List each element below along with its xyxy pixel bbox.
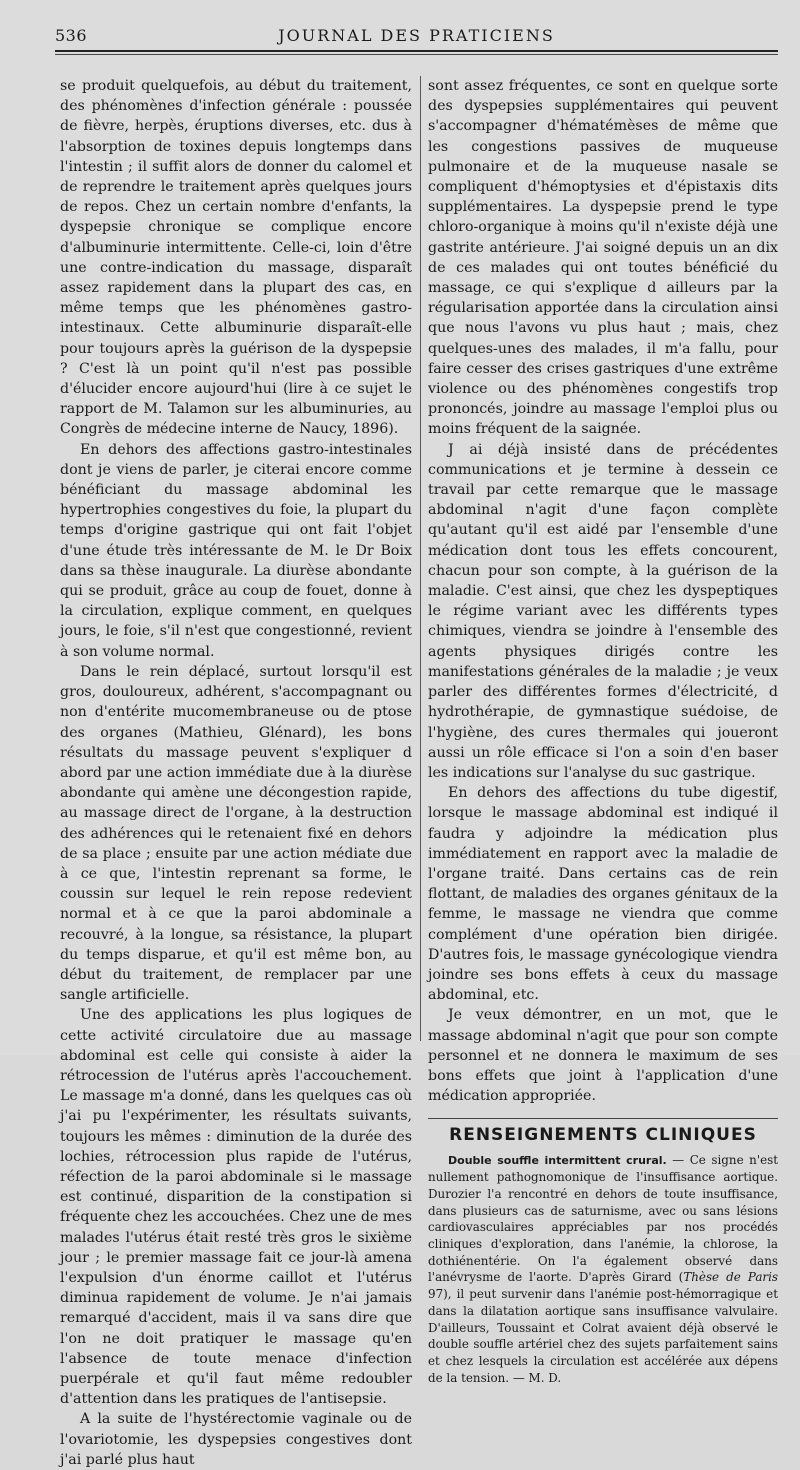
right-column bbox=[428, 76, 778, 1386]
paragraph: En dehors des affections du tube digestif, lorsque le massage abdominal est indiqué il faudra y adjoindre la médication plus immédiatement en rapport avec la maladie de l'organe traité. Dans certains cas de rein flottant, de maladies des organes génitaux de la femme, le massage ne viendra que comme complément d'une opération bien dirigée. D'autres fois, le massage gynécologique viendra joindre ses bons effets à ceux du massage abdominal, etc. bbox=[428, 785, 778, 1004]
note-citation: Thèse de Paris bbox=[683, 1270, 779, 1285]
note-text-cont: 97), il peut survenir dans l'anémie post-hémorragique et dans la dilatation aortique sans insuffisance valvulaire. D'ailleurs, Toussaint et Colrat avaient déjà observé le double souffle artériel chez des sujets parfaitement sains et chez lesquels la circulation est accélérée aux dépens de la tension. — M. D. bbox=[428, 1287, 778, 1385]
journal-title: JOURNAL DES PRATICIENS bbox=[278, 26, 555, 45]
paragraph: Une des applications les plus logiques de cette activité circulatoire due au massage abdominal est celle qui consiste à aider la rétrocession de l'utérus après l'accouchement. Le massage m'a donné, dans les quelques cas où j'ai pu l'expérimenter, les résultats suivants, toujours les mêmes : diminution de la durée des lochies, rétrocession plus rapide de l'utérus, réfection de la paroi abdominale si le massage est continué, disparition de la constipation si fréquente chez les accouchées. Chez une de mes malades l'utérus était resté très gros le sixième jour ; le premier massage fait ce jour-là amena l'expulsion d'un énorme caillot et l'utérus diminua rapidement de volume. Je n'ai jamais remarqué d'accident, mais il va sans dire que l'on ne doit pratiquer le massage qu'en l'absence de toute menace d'infection puerpérale et qu'il faut même redoubler d'attention dans les pratiques de l'antisepsie. bbox=[60, 1007, 412, 1408]
page-header bbox=[55, 22, 778, 48]
clinical-note bbox=[428, 1152, 778, 1387]
section-rule bbox=[428, 1118, 778, 1119]
paragraph: sont assez fréquentes, ce sont en quelque sorte des dyspepsies supplémentaires qui peuvent s'accompagner d'hématémèses de même que les congestions passives de muqueuse pulmonaire et de la muqueuse nasale se compliquent d'hémoptysies et d'épistaxis dits supplémentaires. La dyspepsie prend le type chloro-organique à moins qu'il n'existe déjà une gastrite antérieure. J'ai soigné depuis un an dix de ces malades qui ont toutes bénéficié du massage, ce qui s'explique d ailleurs par la régularisation apportée dans la circulation ainsi que nous l'avons vu plus haut ; mais, chez quelques-unes des malades, il m'a fallu, pour faire cesser des crises gastriques d'une extrême violence ou des phénomènes congestifs trop prononcés, joindre au massage l'emploi plus ou moins fréquent de la saignée. bbox=[428, 78, 778, 438]
paragraph: se produit quelquefois, au début du traitement, des phénomènes d'infection générale : poussée de fièvre, herpès, éruptions diverses, etc. dus à l'absorption de toxines depuis longtemps dans l'intestin ; il suffit alors de donner du calomel et de reprendre le traitement après quelques jours de repos. Chez un certain nombre d'enfants, la dyspepsie chronique se complique encore d'albuminurie intermittente. Celle-ci, loin d'être une contre-indication du massage, disparaît assez rapidement dans la plupart des cas, en même temps que les phénomènes gastro-intestinaux. Cette albuminurie disparaît-elle pour toujours après la guérison de la dyspepsie ? C'est là un point qu'il n'est pas possible d'élucider encore aujourd'hui (lire à ce sujet le rapport de M. Talamon sur les albuminuries, au Congrès de médecine interne de Naucy, 1896). bbox=[60, 78, 412, 438]
paragraph: Dans le rein déplacé, surtout lorsqu'il est gros, douloureux, adhérent, s'accompagnant ou non d'entérite mucomembraneuse ou de ptose des organes (Mathieu, Glénard), les bons résultats du massage peuvent s'expliquer d abord par une action immédiate due à la diurèse abondante qui amène une décongestion rapide, au massage direct de l'organe, à la destruction des adhérences qui le retenaient fixé en dehors de sa place ; ensuite par une action médiate due à ce que, l'intestin reprenant sa forme, le coussin sur lequel le rein repose redevient normal et à ce que la paroi abdominale a recouvré, à la longue, sa résistance, la plupart du temps disparue, et qu'il est même bon, au début du traitement, de remplacer par une sangle artificielle. bbox=[60, 663, 412, 1004]
note-title: Double souffle intermittent crural. bbox=[448, 1153, 667, 1167]
header-rule-thin bbox=[55, 54, 778, 55]
paragraph: Je veux démontrer, en un mot, que le massage abdominal n'agit que pour son compte personnel et ne donnera le maximum de ses bons effets que joint à l'application d'une médication appropriée. bbox=[428, 1007, 778, 1105]
note-text: — Ce signe n'est nullement pathognomonique de l'insuffisance aortique. Durozier l'a rencontré en dehors de toute insuffisance, dans plusieurs cas de saturnisme, avec ou sans lésions cardiovasculaires appréciables par nos procédés cliniques d'exploration, dans l'anémie, la chlorose, la dothiénentérie. On l'a également observé dans l'anévrysme de l'aorte. D'après Girard ( bbox=[428, 1152, 778, 1285]
header-rule bbox=[55, 50, 778, 52]
page-number: 536 bbox=[55, 26, 88, 45]
column-divider bbox=[420, 76, 421, 1041]
paragraph: A la suite de l'hystérectomie vaginale ou de l'ovariotomie, les dyspepsies congestives dont j'ai parlé plus haut bbox=[60, 1411, 412, 1468]
paragraph: J ai déjà insisté dans de précédentes communications et je termine à dessein ce travail par cette remarque que le massage abdominal n'agit d'une façon complète qu'autant qu'il est aidé par l'ensemble d'une médication dont tous les effets concourent, chacun pour son compte, à la guérison de la maladie. C'est ainsi, que chez les dyspeptiques le régime variant avec les différents types chimiques, viendra se joindre à l'ensemble des agents physiques dirigés contre les manifestations générales de la maladie ; je veux parler des différentes formes d'électricité, d hydrothérapie, de gymnastique suédoise, de l'hygiène, des cures thermales qui joueront aussi un rôle efficace si l'on a soin d'en baser les indications sur l'analyse du suc gastrique. bbox=[428, 441, 778, 781]
section-title: RENSEIGNEMENTS CLINIQUES bbox=[449, 1125, 757, 1146]
left-column bbox=[60, 76, 412, 1470]
paragraph: En dehors des affections gastro-intestinales dont je viens de parler, je citerai encore comme bénéficiant du massage abdominal les hypertrophies congestives du foie, la plupart du temps d'origine gastrique qui ont fait l'objet d'une étude très intéressante de M. le Dr Boix dans sa thèse inaugurale. La diurèse abondante qui se produit, grâce au coup de fouet, donne à la circulation, explique comment, en quelques jours, le foie, s'il n'est que congestionné, revient à son volume normal. bbox=[60, 441, 412, 660]
